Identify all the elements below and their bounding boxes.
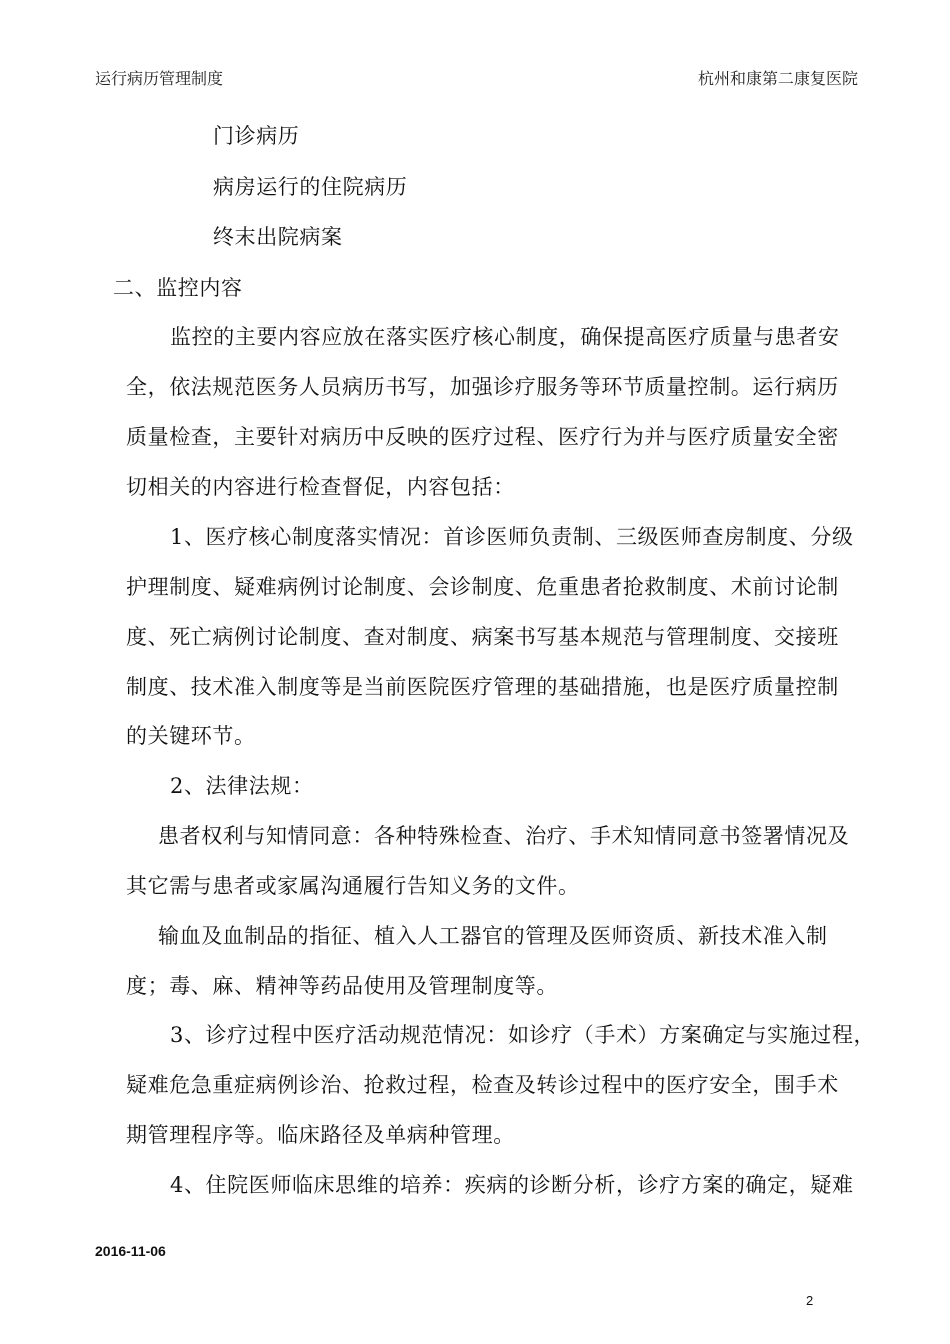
paragraph-line: 1、医疗核心制度落实情况：首诊医师负责制、三级医师查房制度、分级: [170, 525, 854, 549]
paragraph-line: 其它需与患者或家属沟通履行告知义务的文件。: [126, 874, 580, 898]
section-title: 二、监控内容: [113, 276, 243, 300]
paragraph-line: 监控的主要内容应放在落实医疗核心制度，确保提高医疗质量与患者安: [170, 325, 840, 349]
list-item: 终末出院病案: [213, 225, 343, 249]
paragraph-line: 患者权利与知情同意：各种特殊检查、治疗、手术知情同意书签署情况及: [158, 824, 850, 848]
paragraph-line: 质量检查，主要针对病历中反映的医疗过程、医疗行为并与医疗质量安全密: [126, 425, 839, 449]
paragraph-line: 2、法律法规：: [170, 774, 314, 798]
paragraph-line: 全，依法规范医务人员病历书写，加强诊疗服务等环节质量控制。运行病历: [126, 375, 839, 399]
footer-date: 2016-11-06: [95, 1243, 166, 1259]
paragraph-line: 的关键环节。: [126, 724, 256, 748]
paragraph-line: 度、死亡病例讨论制度、查对制度、病案书写基本规范与管理制度、交接班: [126, 625, 839, 649]
paragraph-line: 护理制度、疑难病例讨论制度、会诊制度、危重患者抢救制度、术前讨论制: [126, 575, 839, 599]
paragraph-line: 度；毒、麻、精神等药品使用及管理制度等。: [126, 974, 558, 998]
header-hospital: 杭州和康第二康复医院: [697, 69, 858, 88]
paragraph-line: 4、住院医师临床思维的培养：疾病的诊断分析，诊疗方案的确定，疑难: [170, 1173, 854, 1197]
paragraph-line: 输血及血制品的指征、植入人工器官的管理及医师资质、新技术准入制: [158, 924, 828, 948]
header-title: 运行病历管理制度: [95, 69, 224, 88]
page-number: 2: [806, 1293, 814, 1308]
list-item: 门诊病历: [213, 124, 300, 148]
paragraph-line: 制度、技术准入制度等是当前医院医疗管理的基础措施，也是医疗质量控制: [126, 675, 839, 699]
paragraph-line: 3、诊疗过程中医疗活动规范情况：如诊疗（手术）方案确定与实施过程，: [170, 1023, 876, 1047]
paragraph-line: 疑难危急重症病例诊治、抢救过程，检查及转诊过程中的医疗安全，围手术: [126, 1073, 839, 1097]
paragraph-line: 期管理程序等。临床路径及单病种管理。: [126, 1123, 515, 1147]
list-item: 病房运行的住院病历: [213, 175, 408, 199]
paragraph-line: 切相关的内容进行检查督促，内容包括：: [126, 475, 515, 499]
